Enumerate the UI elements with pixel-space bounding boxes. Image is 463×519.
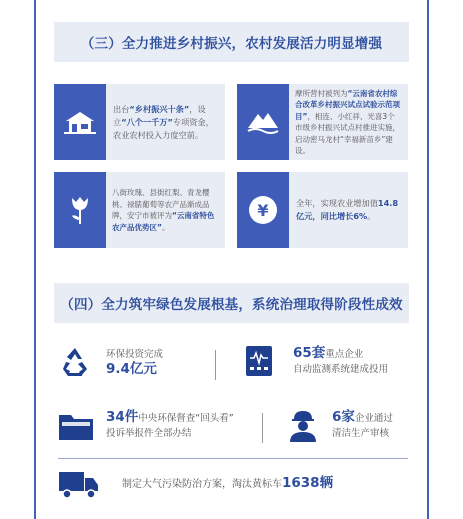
stat-truck [58, 468, 333, 500]
recycle-icon [58, 345, 92, 379]
inspection-label-2: 投诉举报件全部办结 [106, 428, 192, 439]
card-agri-brands-text: 八街玫瑰、县街红梨、青龙樱桃、禄脿葡萄等农产品渐成品牌，安宁市被评为“云南省特色农产品优势区”。 [112, 188, 215, 232]
stat-clean-prod [288, 408, 393, 442]
clean-prod-label-1: 企业通过 [354, 412, 393, 424]
inspection-label-1: 中央环保督查“回头看” [138, 413, 234, 424]
monitor-label-2: 自动监测系统建成投用 [293, 363, 389, 375]
env-invest-label: 环保投资完成 [106, 349, 164, 360]
divider-row1 [215, 350, 216, 380]
farmhouse-icon [54, 84, 106, 160]
mountain-icon [237, 84, 289, 160]
svg-text:¥: ¥ [257, 201, 269, 220]
monitor-label-1: 重点企业 [325, 348, 364, 360]
clean-prod-value: 6家 [332, 408, 355, 425]
divider-horizontal [58, 458, 408, 459]
divider-row2 [262, 413, 263, 443]
worker-icon [288, 408, 318, 442]
card-pilot-village-text: 摩所营村被列为“云南省农村综合改革乡村振兴试点试验示范项目”，相连、小红祥、光喜3个市级乡村振兴试点村推进实施，启动密马龙村“幸福新苗乡”建设。 [295, 88, 400, 155]
truck-icon [58, 468, 100, 500]
stat-inspection [58, 410, 234, 441]
stat-monitor [245, 345, 388, 377]
yuan-coin-icon [237, 172, 289, 248]
folder-icon [58, 411, 94, 441]
env-invest-value: 9.4亿元 [106, 361, 157, 377]
card-rural-policy [54, 84, 225, 160]
card-agri-value-text: 全年，实现农业增加值14.8亿元，同比增长6%。 [296, 198, 399, 221]
section3-title: （三）全力推进乡村振兴，农村发展活力明显增强 [54, 22, 409, 62]
card-agri-brands [54, 172, 225, 248]
clean-prod-label-2: 清洁生产审核 [332, 427, 390, 439]
inspection-value: 34件 [106, 409, 139, 425]
frame-left-line [34, 0, 36, 519]
frame-right-line [427, 0, 429, 519]
section4-title: （四）全力筑牢绿色发展根基，系统治理取得阶段性成效 [54, 283, 409, 323]
monitor-value: 65套 [293, 344, 326, 361]
stat-env-invest [58, 345, 163, 379]
card-agri-value [237, 172, 408, 248]
card-pilot-village [237, 84, 408, 160]
truck-label: 制定大气污染防治方案，淘汰黄标车 [122, 479, 282, 490]
truck-value: 1638辆 [282, 475, 334, 491]
flower-icon [54, 172, 106, 248]
card-rural-policy-text: 出台“乡村振兴十条”，设立“八个一千万”专项资金，农业农村投入力度空前。 [113, 103, 214, 140]
monitor-device-icon [245, 345, 273, 377]
